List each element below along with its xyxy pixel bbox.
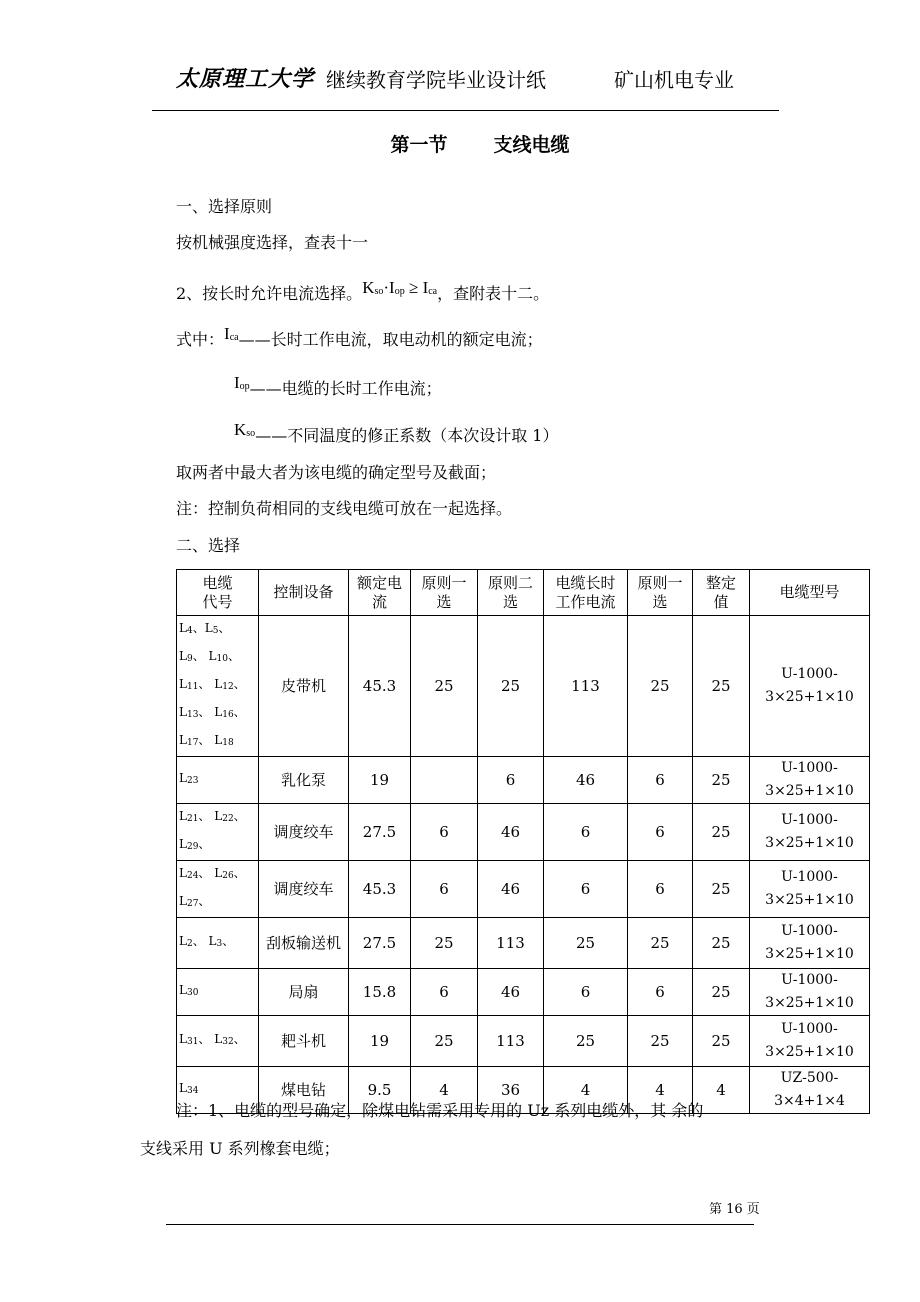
cell-setting-value: 25 xyxy=(693,969,750,1016)
cell-principle-1: 25 xyxy=(411,616,478,757)
where-label: 式中： xyxy=(176,330,225,349)
cell-cable-model: U-1000- 3×25+1×10 xyxy=(750,861,870,918)
cable-selection-table xyxy=(176,569,870,1114)
cell-cable-model: U-1000- 3×25+1×10 xyxy=(750,969,870,1016)
cell-cable-code: L4、L5、 L9、 L10、 L11、 L12、 L13、 L16、 L17、 L18 xyxy=(177,616,259,757)
cell-device: 皮带机 xyxy=(259,616,349,757)
cell-principle-2: 6 xyxy=(478,757,544,804)
header-university: 太原理工大学 xyxy=(176,66,315,92)
formula-kso-iop-ge-ica: Kso·Iop ≥ Ica xyxy=(362,278,438,297)
cell-principle-1 xyxy=(411,757,478,804)
cell-rated-current: 27.5 xyxy=(349,918,411,969)
header-code: 电缆 代号 xyxy=(177,570,259,616)
table-row xyxy=(177,804,870,861)
cell-setting-value: 25 xyxy=(693,757,750,804)
cell-principle-1b: 25 xyxy=(628,616,693,757)
cell-cable-code: L30 xyxy=(177,969,259,1016)
cell-cable-code: L2、 L3、 xyxy=(177,918,259,969)
cell-principle-1: 6 xyxy=(411,861,478,918)
cell-cable-model: U-1000- 3×25+1×10 xyxy=(750,616,870,757)
cell-principle-1b: 6 xyxy=(628,969,693,1016)
cell-cable-model: U-1000- 3×25+1×10 xyxy=(750,918,870,969)
cell-cable-model: U-1000- 3×25+1×10 xyxy=(750,757,870,804)
cell-device: 乳化泵 xyxy=(259,757,349,804)
cell-principle-1b: 4 xyxy=(628,1067,693,1114)
rule-2 xyxy=(176,278,550,304)
header-major: 矿山机电专业 xyxy=(614,68,734,92)
cell-cable-code: L34 xyxy=(177,1067,259,1114)
header-college-doc: 继续教育学院毕业设计纸 xyxy=(326,68,546,92)
cell-setting-value: 25 xyxy=(693,1016,750,1067)
cell-cable-model: U-1000- 3×25+1×10 xyxy=(750,1016,870,1067)
cell-principle-1b: 6 xyxy=(628,804,693,861)
cell-principle-1: 6 xyxy=(411,969,478,1016)
footer-divider xyxy=(166,1224,754,1225)
cell-long-time-current: 6 xyxy=(544,804,628,861)
cell-rated-current: 45.3 xyxy=(349,616,411,757)
table-row xyxy=(177,616,870,757)
take-max-text: 取两者中最大者为该电缆的确定型号及截面； xyxy=(176,463,497,482)
cell-device: 调度绞车 xyxy=(259,804,349,861)
cell-principle-1: 25 xyxy=(411,1016,478,1067)
cell-long-time-current: 25 xyxy=(544,918,628,969)
cell-setting-value: 25 xyxy=(693,616,750,757)
cell-device: 煤电钻 xyxy=(259,1067,349,1114)
cell-rated-current: 19 xyxy=(349,1016,411,1067)
cell-principle-1: 25 xyxy=(411,918,478,969)
header-setting-value: 整定 值 xyxy=(693,570,750,616)
section-name: 支线电缆 xyxy=(493,134,570,156)
select-heading: 二、选择 xyxy=(176,536,241,555)
cell-cable-code: L24、 L26、 L27、 xyxy=(177,861,259,918)
header-principle-1b: 原则一 选 xyxy=(628,570,693,616)
table-row xyxy=(177,861,870,918)
cell-long-time-current: 6 xyxy=(544,861,628,918)
cell-rated-current: 27.5 xyxy=(349,804,411,861)
cell-cable-code: L21、 L22、 L29、 xyxy=(177,804,259,861)
definition-iop-text: ——电缆的长时工作电流； xyxy=(249,379,442,398)
rule-1: 按机械强度选择，查表十一 xyxy=(176,233,369,252)
table-row xyxy=(177,1016,870,1067)
cell-cable-model: U-1000- 3×25+1×10 xyxy=(750,804,870,861)
section-number: 第一节 xyxy=(390,134,448,156)
cell-principle-2: 113 xyxy=(478,1016,544,1067)
page-number: 第 16 页 xyxy=(709,1202,760,1217)
section-title xyxy=(0,130,920,157)
cell-rated-current: 19 xyxy=(349,757,411,804)
definition-kso xyxy=(234,420,559,446)
footnote-line-2: 支线采用 U 系列橡套电缆； xyxy=(140,1139,340,1158)
rule-2-suffix: ，查附表十二。 xyxy=(437,284,550,303)
cell-principle-1: 4 xyxy=(411,1067,478,1114)
cell-principle-1b: 25 xyxy=(628,918,693,969)
cell-principle-2: 25 xyxy=(478,616,544,757)
cell-rated-current: 15.8 xyxy=(349,969,411,1016)
header-rated-current: 额定电 流 xyxy=(349,570,411,616)
cell-rated-current: 9.5 xyxy=(349,1067,411,1114)
header-divider xyxy=(152,110,779,111)
table-row xyxy=(177,918,870,969)
cell-principle-2: 46 xyxy=(478,861,544,918)
cell-long-time-current: 46 xyxy=(544,757,628,804)
cell-cable-code: L31、 L32、 xyxy=(177,1016,259,1067)
definition-iop xyxy=(234,373,442,399)
symbol-ica: Ica xyxy=(224,324,239,343)
cell-device: 耙斗机 xyxy=(259,1016,349,1067)
cell-principle-1b: 25 xyxy=(628,1016,693,1067)
cell-principle-2: 46 xyxy=(478,969,544,1016)
footnote-line-1: 注：1、电缆的型号确定，除煤电钻需采用专用的 Uz 系列电缆外，其 余的 xyxy=(176,1101,704,1120)
cell-principle-2: 46 xyxy=(478,804,544,861)
header-principle-2: 原则二 选 xyxy=(478,570,544,616)
cell-cable-code: L23 xyxy=(177,757,259,804)
cell-principle-1b: 6 xyxy=(628,757,693,804)
cell-principle-1b: 6 xyxy=(628,861,693,918)
rule-2-prefix: 2、按长时允许电流选择。 xyxy=(176,284,363,303)
table-header-row xyxy=(177,570,870,616)
symbol-kso: Kso xyxy=(234,420,256,439)
cell-long-time-current: 25 xyxy=(544,1016,628,1067)
cell-setting-value: 25 xyxy=(693,861,750,918)
cell-setting-value: 25 xyxy=(693,804,750,861)
definition-ica xyxy=(176,324,543,350)
cell-long-time-current: 4 xyxy=(544,1067,628,1114)
cell-rated-current: 45.3 xyxy=(349,861,411,918)
cell-principle-1: 6 xyxy=(411,804,478,861)
cell-principle-2: 36 xyxy=(478,1067,544,1114)
cell-long-time-current: 6 xyxy=(544,969,628,1016)
table-row xyxy=(177,757,870,804)
cell-device: 局扇 xyxy=(259,969,349,1016)
table-row xyxy=(177,969,870,1016)
symbol-iop: Iop xyxy=(234,373,250,392)
principle-heading: 一、选择原则 xyxy=(176,197,273,216)
definition-kso-text: ——不同温度的修正系数（本次设计取 1） xyxy=(255,426,559,445)
cell-setting-value: 25 xyxy=(693,918,750,969)
header-principle-1: 原则一 选 xyxy=(411,570,478,616)
header-long-time-current: 电缆长时 工作电流 xyxy=(544,570,628,616)
cell-long-time-current: 113 xyxy=(544,616,628,757)
cell-principle-2: 113 xyxy=(478,918,544,969)
note-same-load: 注：控制负荷相同的支线电缆可放在一起选择。 xyxy=(176,499,513,518)
cell-setting-value: 4 xyxy=(693,1067,750,1114)
cell-cable-model: UZ-500- 3×4+1×4 xyxy=(750,1067,870,1114)
cell-device: 调度绞车 xyxy=(259,861,349,918)
header-device: 控制设备 xyxy=(259,570,349,616)
definition-ica-text: ——长时工作电流，取电动机的额定电流； xyxy=(238,330,543,349)
cell-device: 刮板输送机 xyxy=(259,918,349,969)
header-cable-model: 电缆型号 xyxy=(750,570,870,616)
